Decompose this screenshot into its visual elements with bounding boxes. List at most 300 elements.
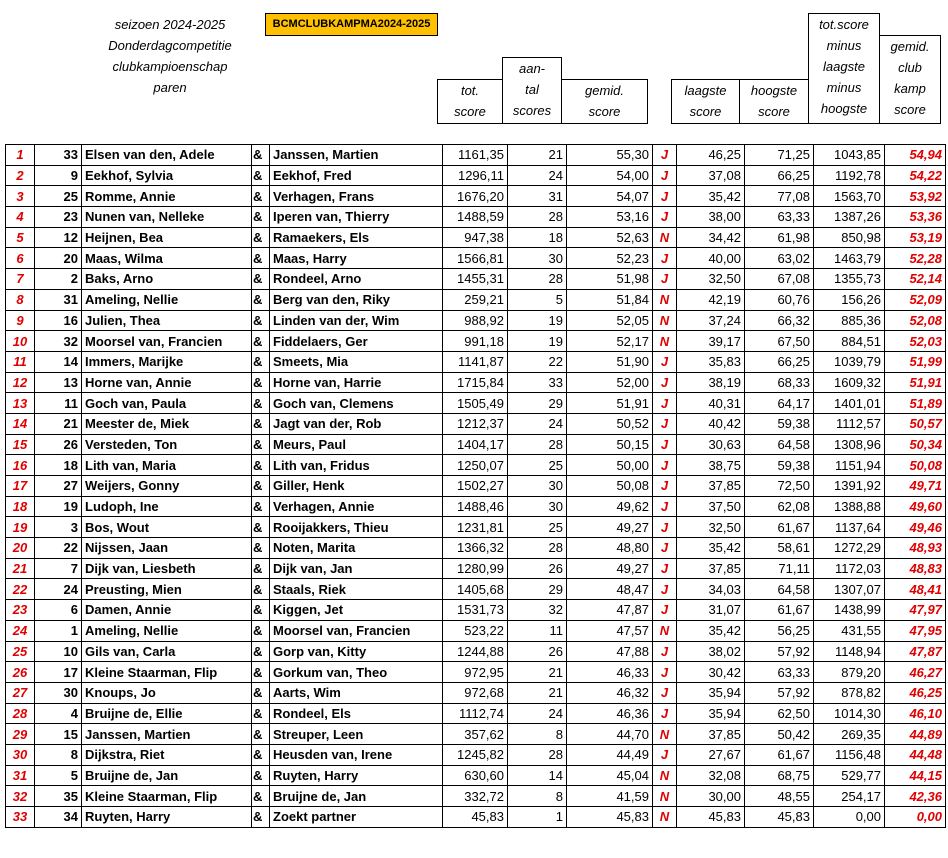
average-score-cell: 52,63	[567, 227, 653, 248]
jn-flag-cell: J	[653, 207, 677, 228]
total-score-cell: 1531,73	[443, 600, 508, 621]
average-score-cell: 48,80	[567, 538, 653, 559]
average-score-cell: 52,05	[567, 310, 653, 331]
rank-cell: 22	[6, 579, 35, 600]
average-score-cell: 44,49	[567, 744, 653, 765]
table-row	[6, 248, 946, 269]
player1-cell: Kleine Staarman, Flip	[82, 662, 252, 683]
player2-cell: Verhagen, Annie	[270, 496, 443, 517]
club-average-cell: 51,91	[885, 372, 946, 393]
club-average-cell: 52,09	[885, 289, 946, 310]
ampersand-cell: &	[252, 289, 270, 310]
average-score-cell: 51,84	[567, 289, 653, 310]
ampersand-cell: &	[252, 434, 270, 455]
player2-cell: Bruijne de, Jan	[270, 786, 443, 807]
average-score-cell: 55,30	[567, 145, 653, 166]
pair-id-cell: 17	[35, 662, 82, 683]
total-score-cell: 1231,81	[443, 517, 508, 538]
highest-score-cell: 66,25	[745, 351, 814, 372]
score-count-cell: 11	[508, 620, 567, 641]
score-count-cell: 28	[508, 269, 567, 290]
pair-id-cell: 6	[35, 600, 82, 621]
club-average-cell: 51,99	[885, 351, 946, 372]
player2-cell: Ramaekers, Els	[270, 227, 443, 248]
pair-id-cell: 14	[35, 351, 82, 372]
ampersand-cell: &	[252, 186, 270, 207]
lowest-score-cell: 37,85	[677, 476, 745, 497]
jn-flag-cell: J	[653, 744, 677, 765]
table-row	[6, 517, 946, 538]
table-row	[6, 455, 946, 476]
highest-score-cell: 58,61	[745, 538, 814, 559]
pair-id-cell: 24	[35, 579, 82, 600]
player2-cell: Dijk van, Jan	[270, 558, 443, 579]
player2-cell: Zoekt partner	[270, 807, 443, 828]
score-count-cell: 8	[508, 724, 567, 745]
player2-cell: Rondeel, Arno	[270, 269, 443, 290]
jn-flag-cell: J	[653, 600, 677, 621]
lowest-score-cell: 37,24	[677, 310, 745, 331]
jn-flag-cell: J	[653, 703, 677, 724]
pair-id-cell: 7	[35, 558, 82, 579]
total-score-cell: 332,72	[443, 786, 508, 807]
ampersand-cell: &	[252, 517, 270, 538]
rank-cell: 1	[6, 145, 35, 166]
score-count-cell: 29	[508, 393, 567, 414]
average-score-cell: 52,23	[567, 248, 653, 269]
ampersand-cell: &	[252, 207, 270, 228]
jn-flag-cell: J	[653, 372, 677, 393]
pair-id-cell: 5	[35, 765, 82, 786]
highest-score-cell: 68,75	[745, 765, 814, 786]
jn-flag-cell: J	[653, 248, 677, 269]
lowest-score-cell: 40,00	[677, 248, 745, 269]
average-score-cell: 45,83	[567, 807, 653, 828]
total-score-cell: 1244,88	[443, 641, 508, 662]
lowest-score-cell: 30,00	[677, 786, 745, 807]
player2-cell: Verhagen, Frans	[270, 186, 443, 207]
player2-cell: Lith van, Fridus	[270, 455, 443, 476]
highest-score-cell: 61,67	[745, 600, 814, 621]
lowest-score-cell: 38,19	[677, 372, 745, 393]
highest-score-cell: 63,33	[745, 207, 814, 228]
pair-id-cell: 10	[35, 641, 82, 662]
table-row	[6, 558, 946, 579]
title-block	[80, 14, 260, 98]
total-minus-cell: 254,17	[814, 786, 885, 807]
score-count-cell: 26	[508, 558, 567, 579]
total-minus-cell: 1148,94	[814, 641, 885, 662]
score-count-cell: 24	[508, 703, 567, 724]
player1-cell: Ruyten, Harry	[82, 807, 252, 828]
club-average-cell: 48,93	[885, 538, 946, 559]
score-count-cell: 31	[508, 186, 567, 207]
player1-cell: Baks, Arno	[82, 269, 252, 290]
highest-score-cell: 62,08	[745, 496, 814, 517]
average-score-cell: 49,62	[567, 496, 653, 517]
highest-score-cell: 77,08	[745, 186, 814, 207]
total-minus-cell: 269,35	[814, 724, 885, 745]
player1-cell: Elsen van den, Adele	[82, 145, 252, 166]
rank-cell: 15	[6, 434, 35, 455]
rank-cell: 30	[6, 744, 35, 765]
club-average-cell: 44,89	[885, 724, 946, 745]
lowest-score-cell: 30,63	[677, 434, 745, 455]
total-score-cell: 1502,27	[443, 476, 508, 497]
jn-flag-cell: J	[653, 165, 677, 186]
jn-flag-cell: J	[653, 517, 677, 538]
club-average-cell: 46,10	[885, 703, 946, 724]
ampersand-cell: &	[252, 807, 270, 828]
player1-cell: Bruijne de, Jan	[82, 765, 252, 786]
player2-cell: Meurs, Paul	[270, 434, 443, 455]
club-average-cell: 51,89	[885, 393, 946, 414]
table-row	[6, 620, 946, 641]
ampersand-cell: &	[252, 558, 270, 579]
player2-cell: Streuper, Leen	[270, 724, 443, 745]
highest-score-cell: 66,32	[745, 310, 814, 331]
highest-score-cell: 61,67	[745, 517, 814, 538]
table-row	[6, 682, 946, 703]
lowest-score-cell: 35,42	[677, 538, 745, 559]
player2-cell: Eekhof, Fred	[270, 165, 443, 186]
table-row	[6, 538, 946, 559]
jn-flag-cell: J	[653, 579, 677, 600]
jn-flag-cell: N	[653, 807, 677, 828]
jn-flag-cell: J	[653, 186, 677, 207]
total-minus-cell: 879,20	[814, 662, 885, 683]
average-score-cell: 52,00	[567, 372, 653, 393]
score-count-cell: 21	[508, 682, 567, 703]
club-average-cell: 50,34	[885, 434, 946, 455]
score-count-cell: 24	[508, 413, 567, 434]
title-line: paren	[153, 80, 187, 95]
table-row	[6, 269, 946, 290]
jn-flag-cell: N	[653, 724, 677, 745]
total-minus-cell: 1308,96	[814, 434, 885, 455]
club-average-cell: 48,83	[885, 558, 946, 579]
ampersand-cell: &	[252, 269, 270, 290]
player1-cell: Bruijne de, Ellie	[82, 703, 252, 724]
highest-score-cell: 45,83	[745, 807, 814, 828]
lowest-score-cell: 32,50	[677, 269, 745, 290]
rank-cell: 20	[6, 538, 35, 559]
ampersand-cell: &	[252, 724, 270, 745]
table-row	[6, 351, 946, 372]
player1-cell: Romme, Annie	[82, 186, 252, 207]
pair-id-cell: 22	[35, 538, 82, 559]
total-minus-cell: 885,36	[814, 310, 885, 331]
average-score-cell: 54,00	[567, 165, 653, 186]
pair-id-cell: 12	[35, 227, 82, 248]
average-score-cell: 41,59	[567, 786, 653, 807]
ampersand-cell: &	[252, 145, 270, 166]
rank-cell: 25	[6, 641, 35, 662]
pair-id-cell: 34	[35, 807, 82, 828]
total-score-cell: 259,21	[443, 289, 508, 310]
total-minus-cell: 1388,88	[814, 496, 885, 517]
ampersand-cell: &	[252, 455, 270, 476]
pair-id-cell: 35	[35, 786, 82, 807]
rank-cell: 2	[6, 165, 35, 186]
table-row	[6, 227, 946, 248]
rank-cell: 31	[6, 765, 35, 786]
club-average-cell: 47,97	[885, 600, 946, 621]
player2-cell: Staals, Riek	[270, 579, 443, 600]
club-average-cell: 48,41	[885, 579, 946, 600]
total-score-cell: 947,38	[443, 227, 508, 248]
jn-flag-cell: N	[653, 310, 677, 331]
title-line: Donderdagcompetitie	[108, 38, 232, 53]
rank-cell: 33	[6, 807, 35, 828]
jn-flag-cell: J	[653, 538, 677, 559]
jn-flag-cell: N	[653, 227, 677, 248]
pair-id-cell: 18	[35, 455, 82, 476]
average-score-cell: 50,52	[567, 413, 653, 434]
club-average-cell: 0,00	[885, 807, 946, 828]
jn-flag-cell: J	[653, 455, 677, 476]
lowest-score-cell: 38,02	[677, 641, 745, 662]
player2-cell: Moorsel van, Francien	[270, 620, 443, 641]
rank-cell: 32	[6, 786, 35, 807]
total-score-cell: 1455,31	[443, 269, 508, 290]
score-count-cell: 25	[508, 455, 567, 476]
total-minus-cell: 1137,64	[814, 517, 885, 538]
ampersand-cell: &	[252, 662, 270, 683]
jn-flag-cell: J	[653, 393, 677, 414]
pair-id-cell: 31	[35, 289, 82, 310]
ampersand-cell: &	[252, 620, 270, 641]
club-average-cell: 52,28	[885, 248, 946, 269]
player1-cell: Nijssen, Jaan	[82, 538, 252, 559]
score-count-cell: 26	[508, 641, 567, 662]
ampersand-cell: &	[252, 786, 270, 807]
rank-cell: 8	[6, 289, 35, 310]
pair-id-cell: 1	[35, 620, 82, 641]
total-minus-cell: 1043,85	[814, 145, 885, 166]
total-minus-cell: 431,55	[814, 620, 885, 641]
lowest-score-cell: 37,08	[677, 165, 745, 186]
lowest-score-cell: 34,03	[677, 579, 745, 600]
ampersand-cell: &	[252, 227, 270, 248]
pair-id-cell: 2	[35, 269, 82, 290]
header-laagste-score: laagste score	[671, 79, 740, 124]
highest-score-cell: 63,02	[745, 248, 814, 269]
club-average-cell: 49,71	[885, 476, 946, 497]
total-minus-cell: 0,00	[814, 807, 885, 828]
total-score-cell: 45,83	[443, 807, 508, 828]
average-score-cell: 49,27	[567, 558, 653, 579]
pair-id-cell: 16	[35, 310, 82, 331]
total-minus-cell: 1387,26	[814, 207, 885, 228]
player1-cell: Gils van, Carla	[82, 641, 252, 662]
average-score-cell: 51,90	[567, 351, 653, 372]
total-minus-cell: 1355,73	[814, 269, 885, 290]
player2-cell: Noten, Marita	[270, 538, 443, 559]
average-score-cell: 46,36	[567, 703, 653, 724]
lowest-score-cell: 32,50	[677, 517, 745, 538]
club-average-cell: 53,19	[885, 227, 946, 248]
total-minus-cell: 156,26	[814, 289, 885, 310]
player1-cell: Janssen, Martien	[82, 724, 252, 745]
table-row	[6, 310, 946, 331]
table-row	[6, 786, 946, 807]
rank-cell: 17	[6, 476, 35, 497]
club-average-cell: 53,92	[885, 186, 946, 207]
lowest-score-cell: 35,94	[677, 682, 745, 703]
total-minus-cell: 1192,78	[814, 165, 885, 186]
average-score-cell: 47,87	[567, 600, 653, 621]
jn-flag-cell: J	[653, 476, 677, 497]
player1-cell: Moorsel van, Francien	[82, 331, 252, 352]
highest-score-cell: 64,17	[745, 393, 814, 414]
total-score-cell: 1161,35	[443, 145, 508, 166]
club-average-cell: 54,22	[885, 165, 946, 186]
total-score-cell: 1676,20	[443, 186, 508, 207]
jn-flag-cell: N	[653, 786, 677, 807]
pair-id-cell: 33	[35, 145, 82, 166]
rank-cell: 23	[6, 600, 35, 621]
total-minus-cell: 1172,03	[814, 558, 885, 579]
ampersand-cell: &	[252, 579, 270, 600]
score-count-cell: 28	[508, 744, 567, 765]
club-average-cell: 50,08	[885, 455, 946, 476]
table-row	[6, 641, 946, 662]
lowest-score-cell: 42,19	[677, 289, 745, 310]
title-line: seizoen 2024-2025	[114, 17, 226, 32]
highest-score-cell: 63,33	[745, 662, 814, 683]
average-score-cell: 52,17	[567, 331, 653, 352]
total-minus-cell: 884,51	[814, 331, 885, 352]
jn-flag-cell: N	[653, 765, 677, 786]
jn-flag-cell: N	[653, 289, 677, 310]
total-score-cell: 630,60	[443, 765, 508, 786]
total-minus-cell: 1156,48	[814, 744, 885, 765]
lowest-score-cell: 32,08	[677, 765, 745, 786]
player1-cell: Eekhof, Sylvia	[82, 165, 252, 186]
lowest-score-cell: 34,42	[677, 227, 745, 248]
score-count-cell: 19	[508, 331, 567, 352]
highest-score-cell: 61,98	[745, 227, 814, 248]
lowest-score-cell: 37,85	[677, 724, 745, 745]
player1-cell: Damen, Annie	[82, 600, 252, 621]
club-average-cell: 49,46	[885, 517, 946, 538]
pair-id-cell: 4	[35, 703, 82, 724]
lowest-score-cell: 27,67	[677, 744, 745, 765]
average-score-cell: 50,08	[567, 476, 653, 497]
ampersand-cell: &	[252, 476, 270, 497]
table-row	[6, 331, 946, 352]
total-score-cell: 1296,11	[443, 165, 508, 186]
ampersand-cell: &	[252, 703, 270, 724]
total-score-cell: 1212,37	[443, 413, 508, 434]
lowest-score-cell: 37,85	[677, 558, 745, 579]
player2-cell: Giller, Henk	[270, 476, 443, 497]
table-row	[6, 703, 946, 724]
player2-cell: Janssen, Martien	[270, 145, 443, 166]
club-average-cell: 42,36	[885, 786, 946, 807]
total-minus-cell: 1151,94	[814, 455, 885, 476]
player2-cell: Gorkum van, Theo	[270, 662, 443, 683]
pair-id-cell: 11	[35, 393, 82, 414]
pair-id-cell: 15	[35, 724, 82, 745]
total-minus-cell: 1401,01	[814, 393, 885, 414]
ampersand-cell: &	[252, 165, 270, 186]
ampersand-cell: &	[252, 641, 270, 662]
total-score-cell: 988,92	[443, 310, 508, 331]
header-hoogste-score: hoogste score	[739, 79, 809, 124]
header-gemid-score: gemid. score	[561, 79, 648, 124]
highest-score-cell: 71,25	[745, 145, 814, 166]
average-score-cell: 50,00	[567, 455, 653, 476]
pair-id-cell: 8	[35, 744, 82, 765]
average-score-cell: 48,47	[567, 579, 653, 600]
total-minus-cell: 1463,79	[814, 248, 885, 269]
player1-cell: Preusting, Mien	[82, 579, 252, 600]
table-row	[6, 724, 946, 745]
lowest-score-cell: 30,42	[677, 662, 745, 683]
table-row	[6, 372, 946, 393]
rank-cell: 3	[6, 186, 35, 207]
club-average-cell: 49,60	[885, 496, 946, 517]
score-count-cell: 32	[508, 600, 567, 621]
highest-score-cell: 67,08	[745, 269, 814, 290]
average-score-cell: 46,32	[567, 682, 653, 703]
rank-cell: 9	[6, 310, 35, 331]
club-average-cell: 53,36	[885, 207, 946, 228]
player2-cell: Iperen van, Thierry	[270, 207, 443, 228]
total-score-cell: 1245,82	[443, 744, 508, 765]
table-row	[6, 434, 946, 455]
club-average-cell: 47,95	[885, 620, 946, 641]
average-score-cell: 46,33	[567, 662, 653, 683]
pair-id-cell: 23	[35, 207, 82, 228]
club-average-cell: 52,03	[885, 331, 946, 352]
title-line: clubkampioenschap	[112, 59, 228, 74]
lowest-score-cell: 39,17	[677, 331, 745, 352]
club-average-cell: 46,27	[885, 662, 946, 683]
jn-flag-cell: J	[653, 145, 677, 166]
rank-cell: 27	[6, 682, 35, 703]
competition-tag: BCMCLUBKAMPMA2024-2025	[265, 13, 438, 36]
score-count-cell: 22	[508, 351, 567, 372]
lowest-score-cell: 45,83	[677, 807, 745, 828]
total-minus-cell: 1609,32	[814, 372, 885, 393]
total-minus-cell: 1112,57	[814, 413, 885, 434]
total-minus-cell: 529,77	[814, 765, 885, 786]
total-score-cell: 1112,74	[443, 703, 508, 724]
average-score-cell: 49,27	[567, 517, 653, 538]
average-score-cell: 47,88	[567, 641, 653, 662]
table-row	[6, 476, 946, 497]
jn-flag-cell: N	[653, 331, 677, 352]
total-minus-cell: 1563,70	[814, 186, 885, 207]
jn-flag-cell: N	[653, 620, 677, 641]
pair-id-cell: 25	[35, 186, 82, 207]
pair-id-cell: 19	[35, 496, 82, 517]
table-row	[6, 165, 946, 186]
header-tot-score: tot. score	[437, 79, 503, 124]
highest-score-cell: 61,67	[745, 744, 814, 765]
highest-score-cell: 48,55	[745, 786, 814, 807]
jn-flag-cell: J	[653, 496, 677, 517]
club-average-cell: 52,14	[885, 269, 946, 290]
pair-id-cell: 9	[35, 165, 82, 186]
total-minus-cell: 1014,30	[814, 703, 885, 724]
player1-cell: Kleine Staarman, Flip	[82, 786, 252, 807]
total-score-cell: 972,95	[443, 662, 508, 683]
header-totscore-minus: tot.score minus laagste minus hoogste	[808, 13, 880, 124]
